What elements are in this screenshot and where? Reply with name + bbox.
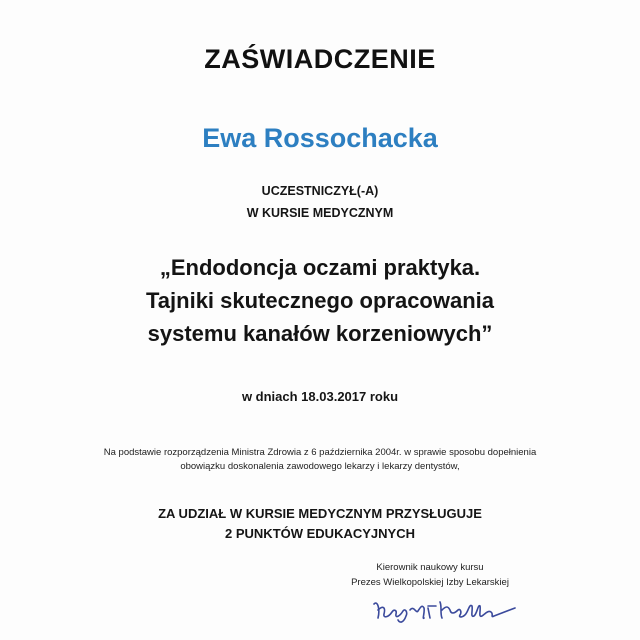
signature-stroke [374, 602, 515, 622]
points-line-1: ZA UDZIAŁ W KURSIE MEDYCZNYM PRZYSŁUGUJE [158, 506, 482, 521]
legal-basis [0, 446, 640, 474]
participation-line-2: W KURSIE MEDYCZNYM [246, 206, 394, 220]
course-dates: w dniach 18.03.2017 roku [241, 389, 399, 404]
points-line-2: 2 PUNKTÓW EDUKACYJNYCH [225, 526, 415, 541]
education-points [0, 504, 640, 544]
course-title-line-3: systemu kanałów korzeniowych” [147, 321, 493, 346]
participation-statement [0, 180, 640, 224]
participation-line-1: UCZESTNICZYŁ(-A) [261, 184, 379, 198]
signatory-role: Kierownik naukowy kursu [376, 562, 484, 573]
legal-line-1: Na podstawie rozporządzenia Ministra Zdrowia z 6 października 2004r. w sprawie sposobu dopełnienia [103, 447, 537, 458]
signatory-block [330, 560, 530, 590]
handwritten-signature [370, 596, 520, 626]
signatory-title: Prezes Wielkopolskiej Izby Lekarskiej [351, 577, 509, 588]
course-title-line-1: „Endodoncja oczami praktyka. [159, 255, 481, 280]
certificate-title: ZAŚWIADCZENIE [204, 44, 436, 74]
legal-line-2: obowiązku doskonalenia zawodowego lekarzy i lekarzy dentystów, [180, 461, 460, 472]
recipient-name: Ewa Rossochacka [202, 123, 438, 153]
course-title [0, 251, 640, 350]
course-title-line-2: Tajniki skutecznego opracowania [145, 288, 494, 313]
